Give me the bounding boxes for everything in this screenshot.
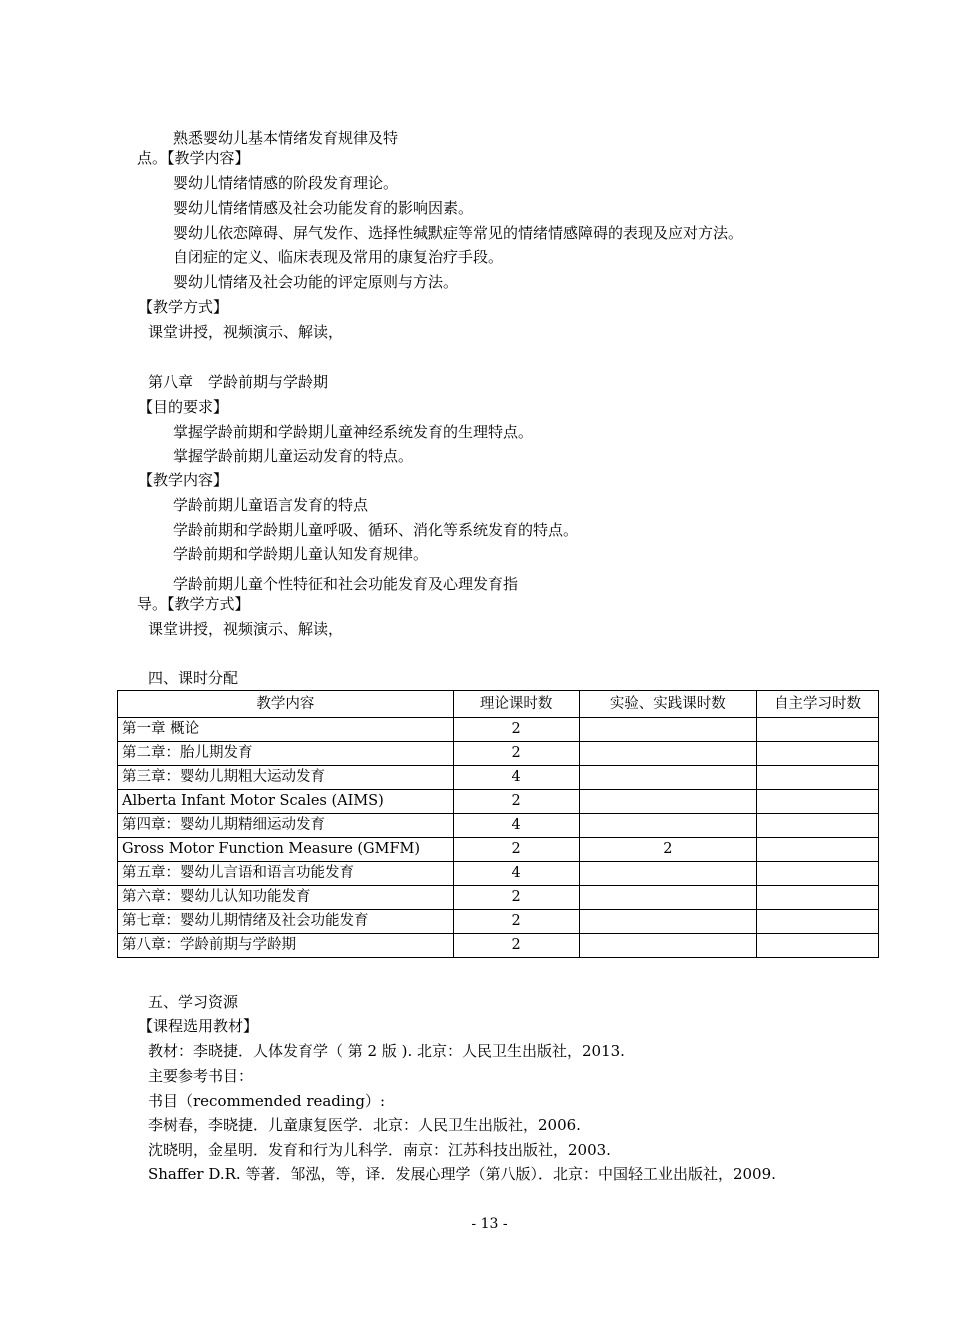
content-item: 婴幼儿情绪情感的阶段发育理论。 xyxy=(173,174,399,192)
self-study-cell xyxy=(757,862,879,886)
column-header: 自主学习时数 xyxy=(757,691,879,718)
content-item-wrap: 导。【教学方式】 xyxy=(137,595,250,613)
topic-cell: 第二章：胎儿期发育 xyxy=(118,742,454,766)
resources-heading: 五、学习资源 xyxy=(148,993,239,1011)
textbook-heading: 【课程选用教材】 xyxy=(138,1017,259,1035)
self-study-cell xyxy=(757,718,879,742)
topic-cell: 第六章：婴幼儿认知功能发育 xyxy=(118,886,454,910)
topic-cell: 第七章：婴幼儿期情绪及社会功能发育 xyxy=(118,910,454,934)
practice-cell xyxy=(579,862,757,886)
hours-heading: 四、课时分配 xyxy=(148,669,239,687)
table-row xyxy=(118,742,879,766)
practice-cell: 2 xyxy=(579,838,757,862)
self-study-cell xyxy=(757,790,879,814)
theory-cell: 2 xyxy=(453,718,579,742)
table-row xyxy=(118,838,879,862)
topic-cell: 第三章：婴幼儿期粗大运动发育 xyxy=(118,766,454,790)
self-study-cell xyxy=(757,934,879,958)
theory-cell: 2 xyxy=(453,886,579,910)
objective-item: 掌握学龄前期和学龄期儿童神经系统发育的生理特点。 xyxy=(173,423,534,441)
theory-cell: 2 xyxy=(453,790,579,814)
table-row xyxy=(118,886,879,910)
topic-cell: Gross Motor Function Measure (GMFM) xyxy=(118,838,454,862)
column-header: 实验、实践课时数 xyxy=(579,691,757,718)
topic-cell: 第五章：婴幼儿言语和语言功能发育 xyxy=(118,862,454,886)
table-row xyxy=(118,862,879,886)
objective-item: 掌握学龄前期儿童运动发育的特点。 xyxy=(173,447,414,465)
hours-table xyxy=(117,690,879,958)
theory-cell: 2 xyxy=(453,934,579,958)
self-study-cell xyxy=(757,742,879,766)
practice-cell xyxy=(579,934,757,958)
topic-cell: 第一章 概论 xyxy=(118,718,454,742)
chapter-title: 第八章 学龄前期与学龄期 xyxy=(148,373,329,391)
objective-heading: 【目的要求】 xyxy=(138,398,229,416)
self-study-cell xyxy=(757,838,879,862)
theory-cell: 2 xyxy=(453,838,579,862)
practice-cell xyxy=(579,742,757,766)
method-text: 课堂讲授，视频演示、解读， xyxy=(148,620,344,638)
recommended-reading-label: 书目（recommended reading）: xyxy=(148,1092,386,1110)
theory-cell: 2 xyxy=(453,910,579,934)
table-row xyxy=(118,766,879,790)
topic-cell: 第四章：婴幼儿期精细运动发育 xyxy=(118,814,454,838)
table-row xyxy=(118,814,879,838)
theory-cell: 4 xyxy=(453,814,579,838)
theory-cell: 4 xyxy=(453,766,579,790)
references-label: 主要参考书目： xyxy=(148,1067,254,1085)
content-item: 学龄前期儿童个性特征和社会功能发育及心理发育指 xyxy=(173,575,519,593)
content-item: 自闭症的定义、临床表现及常用的康复治疗手段。 xyxy=(173,248,504,266)
self-study-cell xyxy=(757,910,879,934)
reference-item: 李树春，李晓捷．儿童康复医学．北京：人民卫生出版社，2006. xyxy=(148,1116,581,1134)
practice-cell xyxy=(579,766,757,790)
column-header: 理论课时数 xyxy=(453,691,579,718)
method-text: 课堂讲授，视频演示、解读， xyxy=(148,323,344,341)
table-row xyxy=(118,718,879,742)
content-item: 学龄前期和学龄期儿童认知发育规律。 xyxy=(173,545,429,563)
content-heading: 【教学内容】 xyxy=(138,471,229,489)
self-study-cell xyxy=(757,814,879,838)
page-number: - 13 - xyxy=(471,1216,508,1232)
practice-cell xyxy=(579,886,757,910)
content-item: 学龄前期和学龄期儿童呼吸、循环、消化等系统发育的特点。 xyxy=(173,521,579,539)
reference-item: 沈晓明，金星明．发育和行为儿科学．南京：江苏科技出版社，2003. xyxy=(148,1141,611,1159)
objective-line: 熟悉婴幼儿基本情绪发育规律及特 xyxy=(173,129,399,147)
theory-cell: 4 xyxy=(453,862,579,886)
practice-cell xyxy=(579,718,757,742)
practice-cell xyxy=(579,910,757,934)
practice-cell xyxy=(579,814,757,838)
self-study-cell xyxy=(757,766,879,790)
content-item: 婴幼儿情绪及社会功能的评定原则与方法。 xyxy=(173,273,459,291)
practice-cell xyxy=(579,790,757,814)
self-study-cell xyxy=(757,886,879,910)
column-header: 教学内容 xyxy=(118,691,454,718)
objective-line-wrap: 点。【教学内容】 xyxy=(137,149,250,167)
table-row xyxy=(118,910,879,934)
table-header-row xyxy=(118,691,879,718)
textbook-entry: 教材：李晓捷．人体发育学（ 第 2 版 ). 北京：人民卫生出版社，2013. xyxy=(148,1042,625,1060)
content-item: 婴幼儿依恋障碍、屏气发作、选择性缄默症等常见的情绪情感障碍的表现及应对方法。 xyxy=(173,224,744,242)
content-item: 学龄前期儿童语言发育的特点 xyxy=(173,496,369,514)
reference-item: Shaffer D.R. 等著．邹泓，等，译．发展心理学（第八版）．北京：中国轻工业出版社，2009. xyxy=(148,1165,776,1183)
topic-cell: Alberta Infant Motor Scales (AIMS) xyxy=(118,790,454,814)
table-row xyxy=(118,934,879,958)
topic-cell: 第八章：学龄前期与学龄期 xyxy=(118,934,454,958)
method-heading: 【教学方式】 xyxy=(138,298,229,316)
theory-cell: 2 xyxy=(453,742,579,766)
table-row xyxy=(118,790,879,814)
content-item: 婴幼儿情绪情感及社会功能发育的影响因素。 xyxy=(173,199,474,217)
